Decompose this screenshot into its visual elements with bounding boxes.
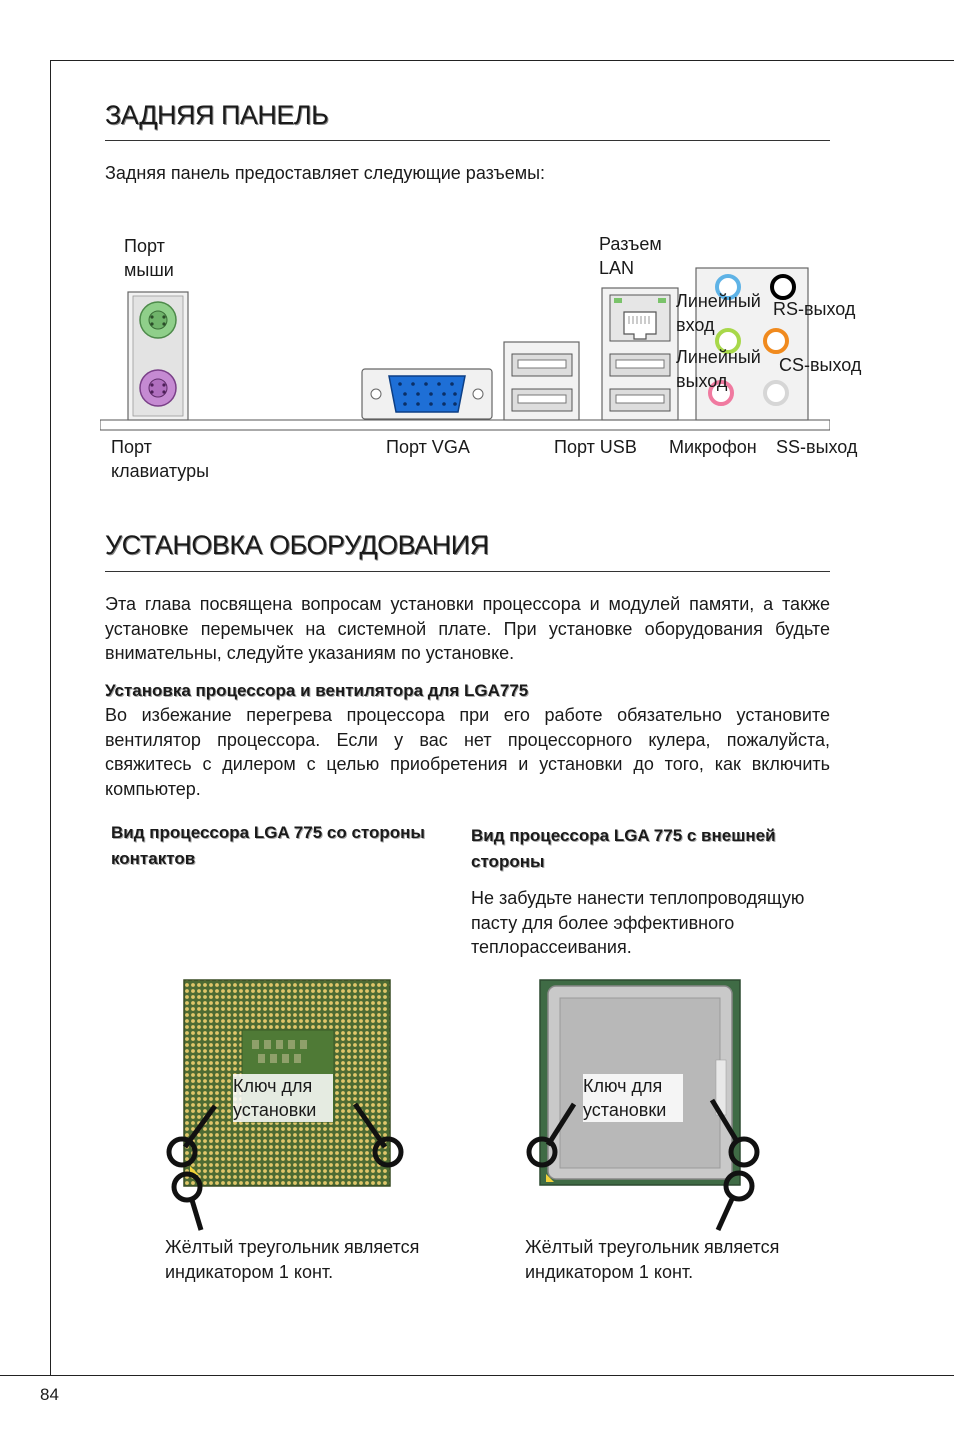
page-frame-top-line [50,60,954,61]
cpu-install-text: Во избежание перегрева процессора при его работе обязательно установите вентилятор процессора. Если у вас нет процессорного кулера, пожалуйста, свяжитесь с дилером с целью приобретения и установки до того, как включить компьютер. [105,705,830,799]
line-out-label: Линейный выход [676,347,761,391]
mouse-port-label: Порт мыши [124,236,174,280]
installation-heading: УСТАНОВКА ОБОРУДОВАНИЯ [105,530,489,560]
left-key-circle-1 [169,1139,195,1165]
left-pin1-circle [174,1174,200,1200]
rear-panel-intro: Задняя панель предоставляет следующие разъемы: [105,163,546,183]
installation-heading-rule [105,571,830,572]
line-in-label: Линейный вход [676,291,761,335]
page-frame-bottom-line [0,1375,954,1376]
right-key-circle-2 [731,1139,757,1165]
rear-panel-heading: ЗАДНЯЯ ПАНЕЛЬ [105,100,329,130]
lan-connector-label: Разъем LAN [599,234,662,278]
right-pin1-circle [726,1173,752,1199]
ss-out-label: SS-выход [776,437,858,457]
right-key-circle-1 [529,1139,555,1165]
cs-out-label: CS-выход [779,355,862,375]
rs-out-label: RS-выход [773,299,856,319]
left-key-circle-2 [375,1139,401,1165]
right-key-label: Ключ для установки [583,1074,683,1122]
page-frame-left-line [50,60,51,1376]
mic-label: Микрофон [669,437,757,457]
vga-port-label: Порт VGA [386,437,470,457]
usb-port-label: Порт USB [554,437,637,457]
keyboard-port-label: Порт клавиатуры [111,437,210,481]
right-view-title: Вид процессора LGA 775 с внешней стороны [471,826,776,871]
page-number: 84 [40,1385,59,1404]
cpu-install-subhead: Установка процессора и вентилятора для LGA775 [105,681,529,700]
left-view-title: Вид процессора LGA 775 со стороны контактов [111,823,425,868]
rear-panel-heading-rule [105,140,830,141]
left-triangle-note: Жёлтый треугольник является индикатором 1 конт. [165,1237,420,1282]
installation-intro: Эта глава посвящена вопросам установки процессора и модулей памяти, а также установке перемычек на системной плате. При установке оборудования будьте внимательны, следуйте указаниям по установке. [105,594,830,663]
panel-base-plate [100,420,830,430]
right-triangle-note: Жёлтый треугольник является индикатором 1 конт. [525,1237,780,1282]
thermal-paste-note: Не забудьте нанести теплопроводящую пасту для более эффективного теплорассеивания. [471,888,805,957]
left-key-label: Ключ для установки [233,1074,333,1122]
